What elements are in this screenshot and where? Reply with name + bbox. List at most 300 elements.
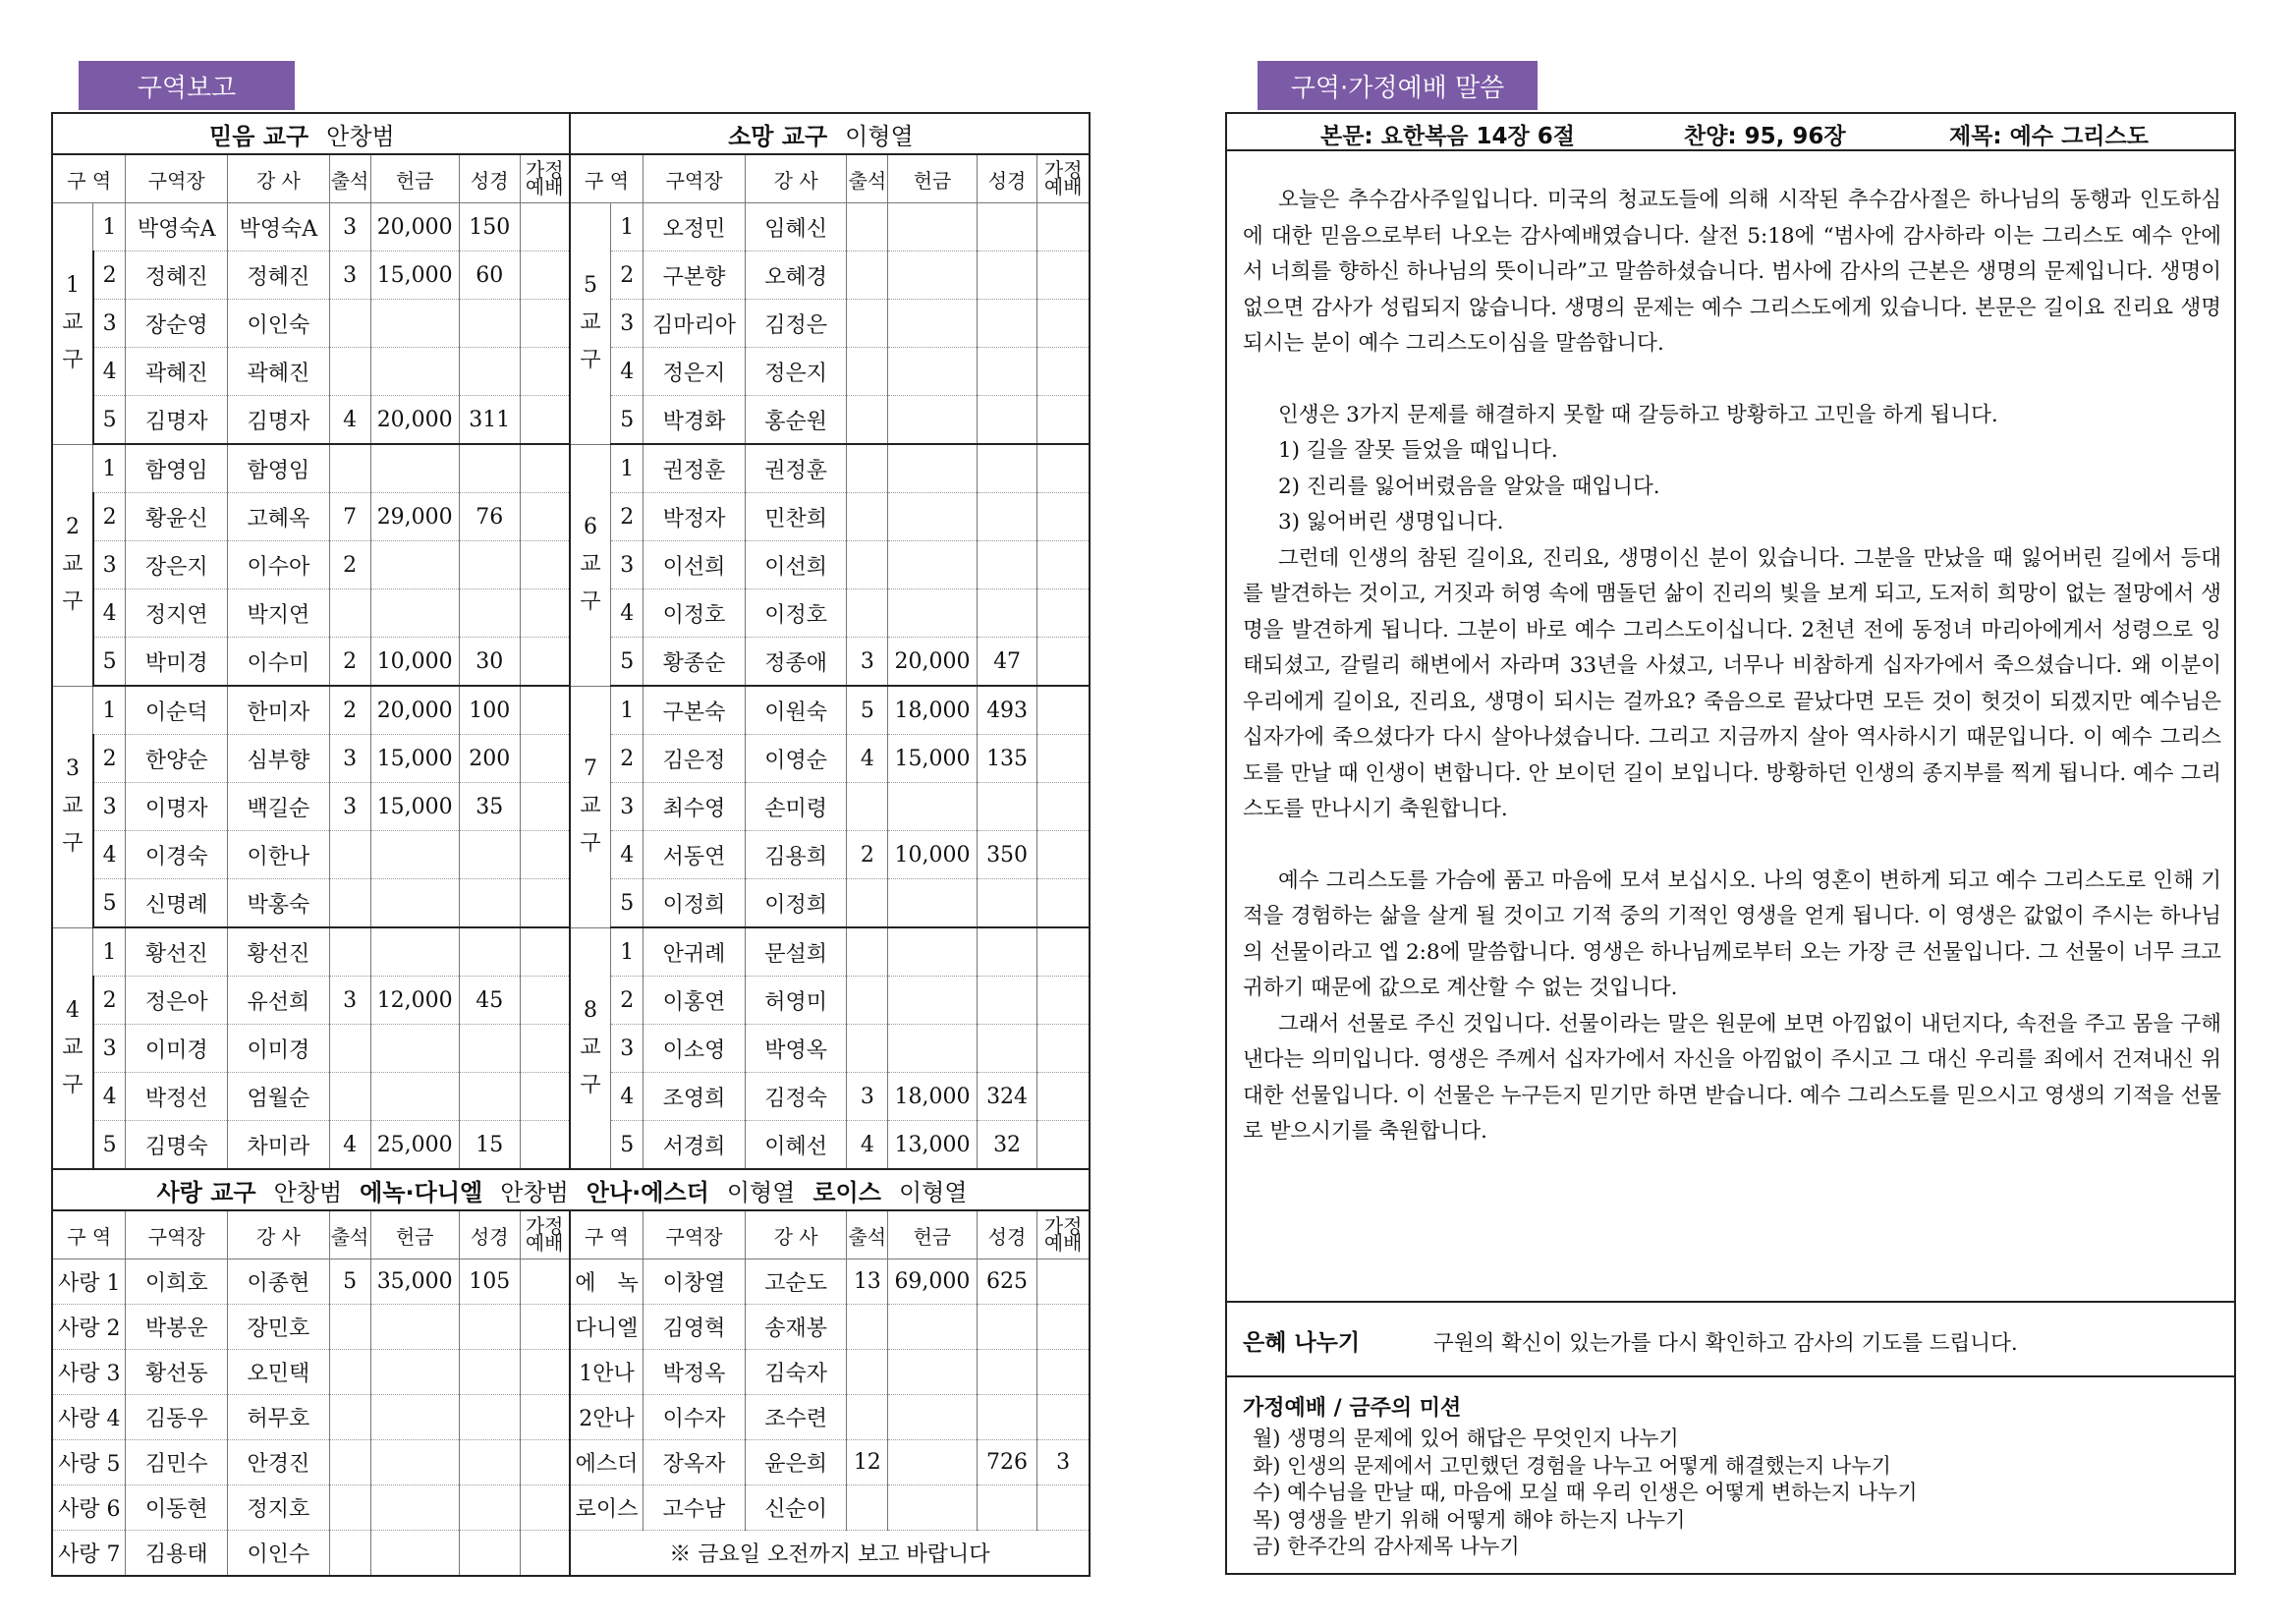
table-cell: 76 <box>459 493 520 541</box>
table-cell <box>847 1485 888 1531</box>
row-number: 5 <box>611 879 644 928</box>
row-number: 5 <box>93 1121 126 1170</box>
table-cell <box>1037 686 1090 735</box>
table-cell <box>370 1531 459 1577</box>
table-cell: 손미령 <box>745 783 847 831</box>
table-row <box>52 1531 1090 1577</box>
table-cell <box>847 252 888 300</box>
row-number: 2 <box>93 252 126 300</box>
table-cell <box>888 541 977 589</box>
column-header: 헌금 <box>370 154 459 203</box>
table-cell: 김용희 <box>745 831 847 879</box>
column-header: 구 역 <box>570 154 644 203</box>
table-cell <box>329 1485 370 1531</box>
table-cell <box>520 203 570 252</box>
table-cell <box>520 927 570 977</box>
weekly-mission-list <box>1253 1426 1918 1561</box>
table-cell: 324 <box>977 1073 1037 1121</box>
table-cell <box>1037 444 1090 493</box>
table-cell: 김명숙 <box>126 1121 228 1170</box>
pastor-name: 안창범 <box>500 1178 569 1206</box>
table-cell <box>520 541 570 589</box>
table-cell: 함영임 <box>228 444 330 493</box>
table-cell: 45 <box>459 977 520 1025</box>
table-cell: 정혜진 <box>228 252 330 300</box>
table-cell: 김은정 <box>644 735 746 783</box>
table-cell: 5 <box>329 1260 370 1305</box>
table-cell: 이원숙 <box>745 686 847 735</box>
row-number: 4 <box>93 589 126 638</box>
table-cell: 황종순 <box>644 638 746 687</box>
table-cell: 100 <box>459 686 520 735</box>
row-number: 1 <box>611 203 644 252</box>
table-cell: 이미경 <box>228 1025 330 1073</box>
row-number: 4 <box>93 348 126 396</box>
table-cell <box>888 977 977 1025</box>
district-name: 안나·에스더 <box>586 1178 709 1206</box>
table-cell: 이소영 <box>644 1025 746 1073</box>
table-cell <box>329 927 370 977</box>
column-header: 구 역 <box>570 1210 644 1260</box>
table-cell: 10,000 <box>888 831 977 879</box>
table-cell <box>888 493 977 541</box>
table-cell <box>370 1395 459 1440</box>
table-cell <box>1037 203 1090 252</box>
table-cell <box>847 1395 888 1440</box>
pastor-name: 이형열 <box>898 1178 968 1206</box>
table-cell: 이희호 <box>126 1260 228 1305</box>
table-cell: 32 <box>977 1121 1037 1170</box>
table-row <box>52 1350 1090 1395</box>
pastor-name: 안창범 <box>273 1178 343 1206</box>
table-cell <box>1037 1260 1090 1305</box>
report-notice: ※ 금요일 오전까지 보고 바랍니다 <box>570 1531 1090 1577</box>
column-header: 출석 <box>329 1210 370 1260</box>
table-row <box>52 1485 1090 1531</box>
table-cell <box>520 638 570 687</box>
table-cell: 홍순원 <box>745 396 847 445</box>
table-cell: 김명자 <box>126 396 228 445</box>
table-cell <box>977 1395 1037 1440</box>
row-number: 4 <box>611 589 644 638</box>
table-cell: 엄월순 <box>228 1073 330 1121</box>
table-cell <box>520 1260 570 1305</box>
table-cell: 민찬희 <box>745 493 847 541</box>
table-cell: 한양순 <box>126 735 228 783</box>
table-cell: 박정자 <box>644 493 746 541</box>
table-cell <box>888 879 977 928</box>
table-cell: 황윤신 <box>126 493 228 541</box>
table-cell: 함영임 <box>126 444 228 493</box>
table-cell: 장순영 <box>126 300 228 348</box>
row-number: 3 <box>93 541 126 589</box>
table-cell <box>888 348 977 396</box>
table-cell: 정은아 <box>126 977 228 1025</box>
table-cell: 박홍숙 <box>228 879 330 928</box>
table-cell: 20,000 <box>370 396 459 445</box>
district-group-label: 5 교 구 <box>570 203 611 445</box>
table-cell: 35 <box>459 783 520 831</box>
table-cell <box>1037 879 1090 928</box>
table-cell: 곽혜진 <box>126 348 228 396</box>
row-number: 5 <box>611 638 644 687</box>
table-cell: 서경희 <box>644 1121 746 1170</box>
sermon-list-item: 3) 잃어버린 생명입니다. <box>1278 510 1504 534</box>
column-header: 출석 <box>329 154 370 203</box>
pastor-name: 안창범 <box>326 122 395 150</box>
table-cell: 15,000 <box>370 252 459 300</box>
hope-district-title <box>570 113 1090 154</box>
mission-item: 수) 예수님을 만날 때, 마음에 모실 때 우리 인생은 어떻게 변하는지 나누기 <box>1253 1481 1918 1504</box>
table-cell <box>977 1305 1037 1350</box>
table-cell: 20,000 <box>370 686 459 735</box>
table-cell: 임혜신 <box>745 203 847 252</box>
table-cell <box>370 1485 459 1531</box>
table-cell: 안귀례 <box>644 927 746 977</box>
column-header: 출석 <box>847 1210 888 1260</box>
table-cell: 백길순 <box>228 783 330 831</box>
district-group-label: 4 교 구 <box>52 927 93 1169</box>
table-cell <box>459 1073 520 1121</box>
table-cell: 12,000 <box>370 977 459 1025</box>
table-cell: 이혜선 <box>745 1121 847 1170</box>
table-cell <box>520 1121 570 1170</box>
table-cell <box>1037 1485 1090 1531</box>
column-header: 헌금 <box>370 1210 459 1260</box>
table-cell: 다니엘 <box>570 1305 644 1350</box>
table-cell: 박정선 <box>126 1073 228 1121</box>
table-cell: 3 <box>847 1073 888 1121</box>
table-cell: 105 <box>459 1260 520 1305</box>
grace-sharing-box <box>1227 1301 2234 1377</box>
sermon-header <box>1227 114 2234 151</box>
table-cell: 625 <box>977 1260 1037 1305</box>
table-cell <box>1037 1073 1090 1121</box>
table-cell <box>329 300 370 348</box>
pastor-name: 이형열 <box>726 1178 796 1206</box>
table-cell: 2 <box>329 686 370 735</box>
table-cell <box>329 348 370 396</box>
table-cell: 이인숙 <box>228 300 330 348</box>
row-number: 5 <box>93 879 126 928</box>
table-cell <box>520 589 570 638</box>
district-name: 믿음 교구 <box>209 122 309 150</box>
table-cell <box>370 300 459 348</box>
row-number: 2 <box>93 493 126 541</box>
table-cell: 이한나 <box>228 831 330 879</box>
table-cell: 20,000 <box>888 638 977 687</box>
table-cell: 15,000 <box>370 783 459 831</box>
table-cell <box>370 1440 459 1485</box>
table-cell <box>520 831 570 879</box>
district-group-label: 8 교 구 <box>570 927 611 1169</box>
table-cell <box>329 589 370 638</box>
table-row <box>52 1440 1090 1485</box>
table-cell: 사랑 4 <box>52 1395 126 1440</box>
table-cell <box>1037 927 1090 977</box>
table-cell <box>977 1350 1037 1395</box>
table-cell: 고순도 <box>745 1260 847 1305</box>
table-cell: 60 <box>459 252 520 300</box>
table-cell: 2안나 <box>570 1395 644 1440</box>
table-cell: 2 <box>847 831 888 879</box>
sarang-report-table <box>51 1168 1091 1577</box>
table-row <box>52 203 1090 252</box>
row-number: 2 <box>93 735 126 783</box>
table-cell: 25,000 <box>370 1121 459 1170</box>
column-header: 강 사 <box>745 1210 847 1260</box>
table-cell: 3 <box>329 203 370 252</box>
table-cell: 박영숙A <box>228 203 330 252</box>
table-cell: 4 <box>847 735 888 783</box>
table-cell: 황선진 <box>228 927 330 977</box>
table-cell: 박경화 <box>644 396 746 445</box>
district-group-label: 3 교 구 <box>52 686 93 927</box>
table-cell: 이선희 <box>644 541 746 589</box>
table-cell <box>459 300 520 348</box>
table-cell <box>520 783 570 831</box>
table-cell <box>847 396 888 445</box>
table-cell: 493 <box>977 686 1037 735</box>
district-group-label: 7 교 구 <box>570 686 611 927</box>
table-cell: 사랑 2 <box>52 1305 126 1350</box>
table-cell <box>520 686 570 735</box>
row-number: 1 <box>93 203 126 252</box>
table-cell: 18,000 <box>888 686 977 735</box>
table-cell <box>370 1073 459 1121</box>
sermon-body <box>1243 183 2221 1150</box>
table-cell: 정은지 <box>745 348 847 396</box>
table-cell <box>520 735 570 783</box>
table-cell <box>459 1395 520 1440</box>
table-cell <box>329 1395 370 1440</box>
table-cell <box>1037 252 1090 300</box>
table-cell: 권정훈 <box>745 444 847 493</box>
table-cell <box>520 1440 570 1485</box>
table-cell: 곽혜진 <box>228 348 330 396</box>
row-number: 3 <box>611 541 644 589</box>
table-cell: 이정희 <box>745 879 847 928</box>
table-cell <box>888 1440 977 1485</box>
table-cell <box>370 444 459 493</box>
table-cell <box>888 1025 977 1073</box>
table-cell <box>1037 735 1090 783</box>
table-cell <box>520 348 570 396</box>
table-cell: 이정호 <box>745 589 847 638</box>
table-cell: 3 <box>329 783 370 831</box>
table-cell <box>459 1485 520 1531</box>
row-number: 4 <box>93 831 126 879</box>
table-cell <box>888 396 977 445</box>
table-cell: 장민호 <box>228 1305 330 1350</box>
table-cell: 조영희 <box>644 1073 746 1121</box>
table-cell <box>847 493 888 541</box>
table-row <box>52 1260 1090 1305</box>
column-header: 헌금 <box>888 154 977 203</box>
row-number: 2 <box>93 977 126 1025</box>
table-cell <box>1037 977 1090 1025</box>
table-cell <box>977 1025 1037 1073</box>
table-cell <box>370 1025 459 1073</box>
table-cell: 문설희 <box>745 927 847 977</box>
table-cell <box>1037 1121 1090 1170</box>
district-name: 사랑 교구 <box>156 1178 256 1206</box>
table-cell: 150 <box>459 203 520 252</box>
table-cell <box>520 1073 570 1121</box>
table-cell <box>459 1531 520 1577</box>
table-cell: 2 <box>329 541 370 589</box>
table-cell: 5 <box>847 686 888 735</box>
table-row <box>52 1395 1090 1440</box>
table-cell <box>370 1305 459 1350</box>
table-cell <box>459 927 520 977</box>
table-cell: 로이스 <box>570 1485 644 1531</box>
table-cell: 이순덕 <box>126 686 228 735</box>
table-cell: 사랑 1 <box>52 1260 126 1305</box>
row-number: 1 <box>93 444 126 493</box>
column-header: 가정예배 <box>520 1210 570 1260</box>
table-cell <box>520 300 570 348</box>
table-cell <box>459 589 520 638</box>
table-row <box>52 686 1090 735</box>
grace-sharing-text: 구원의 확신이 있는가를 다시 확인하고 감사의 기도를 드립니다. <box>1433 1331 2018 1356</box>
table-cell: 김민수 <box>126 1440 228 1485</box>
table-cell <box>888 1350 977 1395</box>
row-number: 1 <box>611 444 644 493</box>
table-cell: 박봉운 <box>126 1305 228 1350</box>
table-cell <box>329 879 370 928</box>
table-cell: 김정숙 <box>745 1073 847 1121</box>
table-cell <box>888 300 977 348</box>
table-cell: 15,000 <box>370 735 459 783</box>
table-cell <box>520 977 570 1025</box>
table-cell <box>847 203 888 252</box>
table-cell <box>977 493 1037 541</box>
table-cell: 에 녹 <box>570 1260 644 1305</box>
mission-item: 화) 인생의 문제에서 고민했던 경험을 나누고 어떻게 해결했는지 나누기 <box>1253 1453 1891 1478</box>
table-cell: 김동우 <box>126 1395 228 1440</box>
table-cell <box>888 783 977 831</box>
table-cell: 신명례 <box>126 879 228 928</box>
table-cell: 12 <box>847 1440 888 1485</box>
table-cell: 29,000 <box>370 493 459 541</box>
table-cell: 사랑 5 <box>52 1440 126 1485</box>
table-cell: 이인수 <box>228 1531 330 1577</box>
table-cell: 3 <box>1037 1440 1090 1485</box>
table-cell <box>847 300 888 348</box>
row-number: 3 <box>93 783 126 831</box>
table-cell <box>1037 493 1090 541</box>
district-group-label: 6 교 구 <box>570 444 611 686</box>
pastor-name: 이형열 <box>845 122 914 150</box>
row-number: 3 <box>93 1025 126 1073</box>
table-cell <box>847 589 888 638</box>
row-number: 1 <box>93 927 126 977</box>
table-cell <box>847 1350 888 1395</box>
table-cell <box>329 1025 370 1073</box>
grace-sharing-label: 은혜 나누기 <box>1243 1330 1361 1356</box>
table-cell <box>459 1305 520 1350</box>
table-cell <box>888 1395 977 1440</box>
column-header: 강 사 <box>745 154 847 203</box>
district-report-table <box>51 112 1091 1170</box>
table-cell: 135 <box>977 735 1037 783</box>
faith-district-title <box>52 113 570 154</box>
table-cell: 이창열 <box>644 1260 746 1305</box>
table-cell <box>1037 541 1090 589</box>
table-cell: 한미자 <box>228 686 330 735</box>
table-cell: 권정훈 <box>644 444 746 493</box>
table-cell: 오민택 <box>228 1350 330 1395</box>
table-cell <box>847 927 888 977</box>
table-cell: 이수아 <box>228 541 330 589</box>
column-header: 가정예배 <box>1037 154 1090 203</box>
table-cell <box>888 927 977 977</box>
district-group-label: 2 교 구 <box>52 444 93 686</box>
table-cell: 이영순 <box>745 735 847 783</box>
table-cell <box>520 1350 570 1395</box>
table-cell: 신순이 <box>745 1485 847 1531</box>
table-cell <box>329 1073 370 1121</box>
table-header-row <box>52 1210 1090 1260</box>
table-cell: 이명자 <box>126 783 228 831</box>
table-cell <box>370 541 459 589</box>
table-cell: 오혜경 <box>745 252 847 300</box>
column-header: 성경 <box>977 154 1037 203</box>
table-cell <box>1037 638 1090 687</box>
table-cell: 유선희 <box>228 977 330 1025</box>
table-cell: 심부향 <box>228 735 330 783</box>
table-cell <box>977 252 1037 300</box>
table-cell: 김숙자 <box>745 1350 847 1395</box>
table-cell <box>1037 1025 1090 1073</box>
table-cell: 황선진 <box>126 927 228 977</box>
table-cell: 김마리아 <box>644 300 746 348</box>
table-cell <box>370 879 459 928</box>
row-number: 4 <box>611 831 644 879</box>
table-cell <box>459 444 520 493</box>
table-cell: 이미경 <box>126 1025 228 1073</box>
row-number: 4 <box>93 1073 126 1121</box>
row-number: 3 <box>611 783 644 831</box>
table-title-row <box>52 1169 1090 1210</box>
table-row <box>52 444 1090 493</box>
table-cell: 사랑 3 <box>52 1350 126 1395</box>
table-cell: 3 <box>329 977 370 1025</box>
table-cell <box>977 396 1037 445</box>
table-cell: 정지호 <box>228 1485 330 1531</box>
table-cell <box>888 589 977 638</box>
table-cell <box>1037 589 1090 638</box>
table-cell <box>520 493 570 541</box>
table-cell: 3 <box>847 638 888 687</box>
table-cell: 47 <box>977 638 1037 687</box>
row-number: 2 <box>611 977 644 1025</box>
section-tab-district-report: 구역보고 <box>79 61 295 110</box>
table-cell: 10,000 <box>370 638 459 687</box>
table-cell: 정혜진 <box>126 252 228 300</box>
table-cell <box>977 927 1037 977</box>
table-cell <box>1037 1350 1090 1395</box>
column-header: 헌금 <box>888 1210 977 1260</box>
table-cell <box>329 444 370 493</box>
table-cell <box>1037 1305 1090 1350</box>
table-cell: 김정은 <box>745 300 847 348</box>
row-number: 5 <box>93 396 126 445</box>
table-cell <box>520 396 570 445</box>
table-cell <box>977 589 1037 638</box>
table-cell <box>520 1305 570 1350</box>
